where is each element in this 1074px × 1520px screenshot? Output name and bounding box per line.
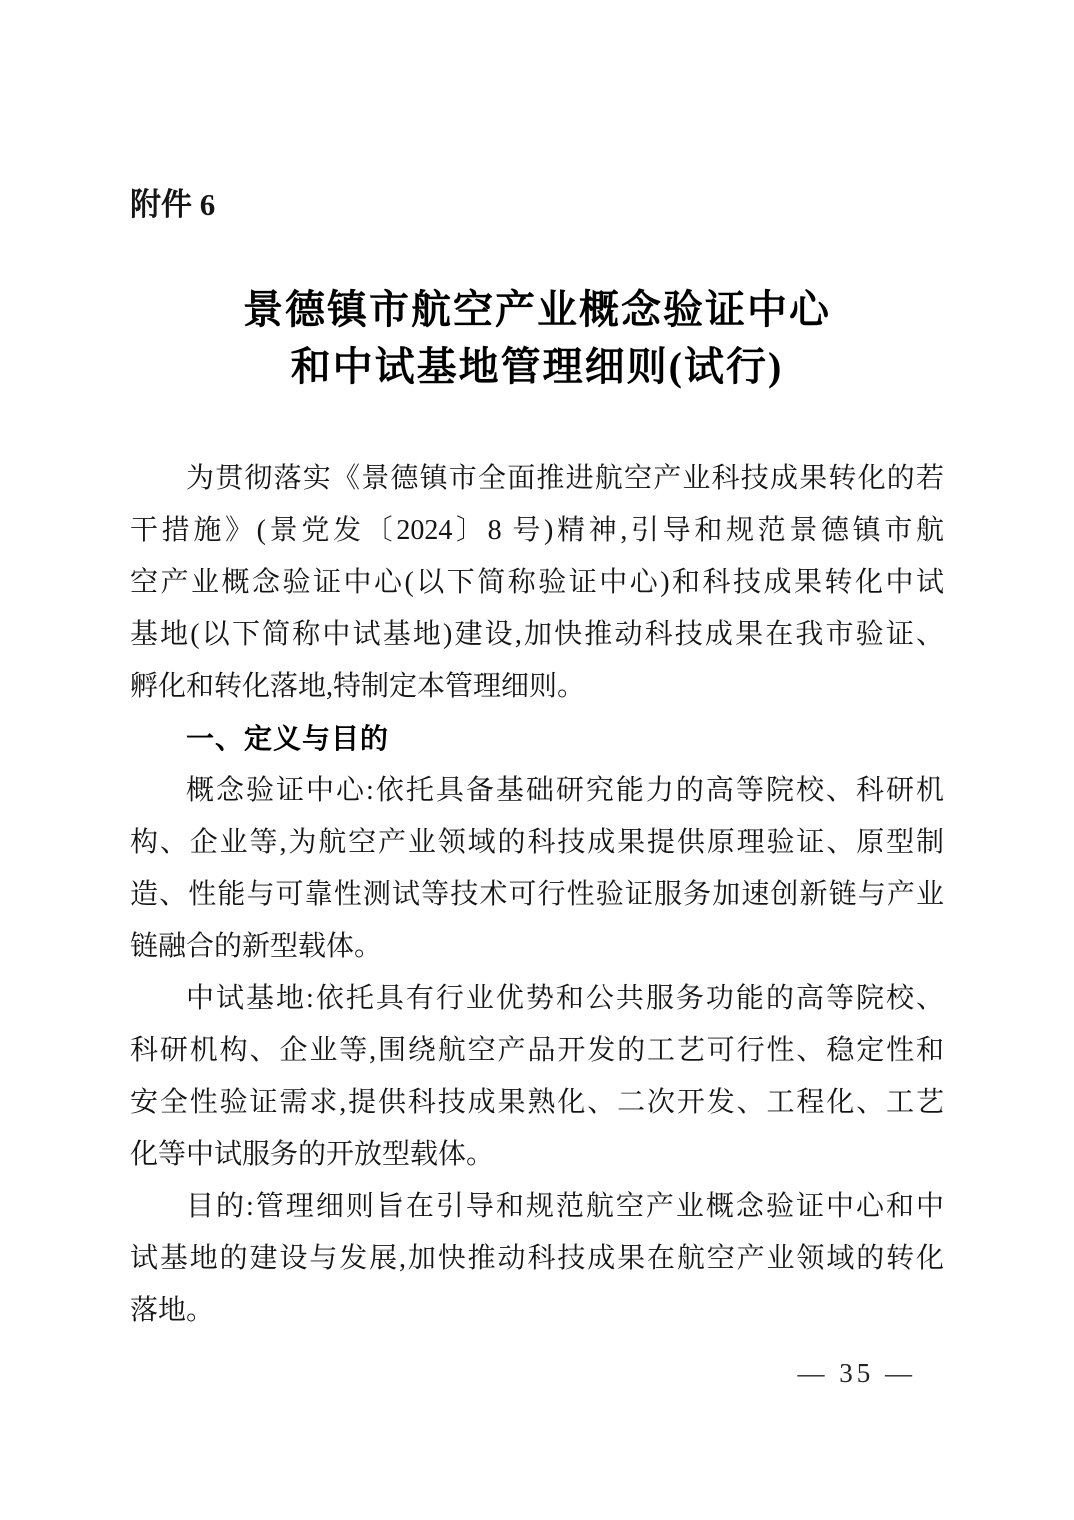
paragraph-1-line: 干措施》(景党发〔2024〕8 号)精神,引导和规范景德镇市航 [130, 515, 944, 546]
paragraph-3-line: 中试基地:依托具有行业优势和公共服务功能的高等院校、 [186, 983, 944, 1014]
paragraph-3-line: 科研机构、企业等,围绕航空产品开发的工艺可行性、稳定性和 [130, 1035, 944, 1066]
section-heading-definitions: 一、定义与目的 [186, 723, 390, 754]
paragraph-3-line: 化等中试服务的开放型载体。 [130, 1139, 495, 1170]
paragraph-1-line: 为贯彻落实《景德镇市全面推进航空产业科技成果转化的若 [186, 463, 944, 494]
paragraph-1-line: 空产业概念验证中心(以下简称验证中心)和科技成果转化中试 [130, 567, 944, 598]
document-title [130, 281, 944, 395]
document-body [130, 453, 944, 1337]
paragraph-4-line: 试基地的建设与发展,加快推动科技成果在航空产业领域的转化 [130, 1243, 944, 1274]
attachment-label: 附件 6 [130, 187, 216, 222]
paragraph-4-line: 目的:管理细则旨在引导和规范航空产业概念验证中心和中 [186, 1191, 944, 1222]
paragraph-2-line: 构、企业等,为航空产业领域的科技成果提供原理验证、原型制 [130, 827, 944, 858]
paragraph-4-line: 落地。 [130, 1295, 215, 1326]
paragraph-2-line: 链融合的新型载体。 [130, 931, 383, 962]
paragraph-2-line: 造、性能与可靠性测试等技术可行性验证服务加速创新链与产业 [130, 879, 944, 910]
document-title-line2: 和中试基地管理细则(试行) [290, 344, 784, 389]
paragraph-2-line: 概念验证中心:依托具备基础研究能力的高等院校、科研机 [186, 775, 944, 806]
paragraph-1-line: 基地(以下简称中试基地)建设,加快推动科技成果在我市验证、 [130, 619, 944, 650]
document-title-line1: 景德镇市航空产业概念验证中心 [243, 287, 831, 332]
paragraph-1-line: 孵化和转化落地,特制定本管理细则。 [130, 671, 586, 702]
paragraph-3-line: 安全性验证需求,提供科技成果熟化、二次开发、工程化、工艺 [130, 1087, 944, 1118]
page-number: — 35 — [797, 1358, 916, 1388]
